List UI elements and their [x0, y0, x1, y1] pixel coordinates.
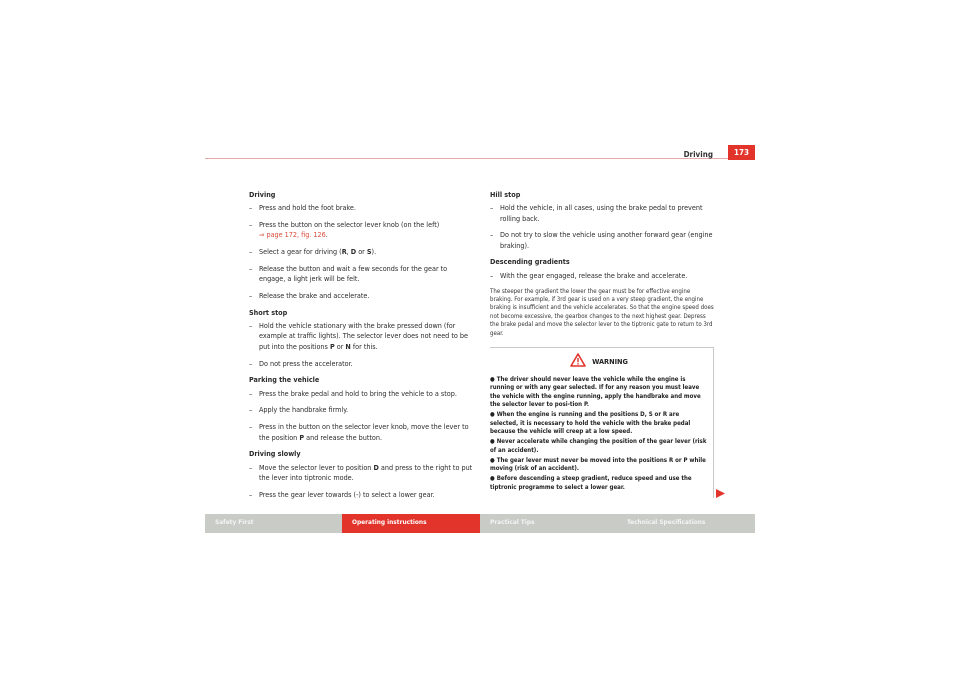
warning-triangle-icon [570, 353, 586, 371]
list-item: – Apply the handbrake firmly. [249, 405, 349, 415]
list-item: – Press the brake pedal and hold to bring the vehicle to a stop. [249, 388, 457, 398]
tab-safety-first[interactable]: Safety First [205, 514, 342, 533]
section-title: Driving [683, 150, 713, 159]
bullet-icon: ● [490, 411, 495, 419]
list-item: – Do not press the accelerator. [249, 358, 353, 368]
list-item: – Press the button on the selector lever knob (on the left) ⇒ page 172, fig. 126. [249, 220, 440, 240]
list-item: – Press the gear lever towards (-) to select a lower gear. [249, 489, 435, 499]
heading-parking: Parking the vehicle [249, 375, 320, 385]
warning-box [490, 347, 714, 498]
warning-item: ● The driver should never leave the vehicle while the engine is running or with any gear selected. If for any reason you must leave the vehicle with the engine running, apply the handbrake and move the selector lever to posi-tion P. [490, 375, 701, 409]
list-item: – Hold the vehicle stationary with the brake pressed down (for example at traffic lights). The selector lever does not need to be put into the positions P or N for this. [249, 321, 468, 351]
bullet-icon: ● [490, 438, 495, 446]
list-item: – With the gear engaged, release the brake and accelerate. [490, 270, 688, 280]
warning-item: ● When the engine is running and the positions D, S or R are selected, it is necessary to hold the vehicle with the brake pedal because the vehicle will creep at a low speed. [490, 411, 691, 436]
heading-driving-slowly: Driving slowly [249, 449, 301, 459]
page-number: 173 [728, 145, 755, 160]
list-item: – Move the selector lever to position D and press to the right to put the lever into tiptronic mode. [249, 462, 473, 482]
continue-arrow-icon [716, 483, 725, 502]
tab-operating-instructions[interactable]: Operating instructions [342, 514, 480, 533]
warning-item: ● Before descending a steep gradient, reduce speed and use the tiptronic programme to select a lower gear. [490, 475, 692, 491]
list-item: – Press in the button on the selector lever knob, move the lever to the position P and release the button. [249, 422, 469, 442]
warning-item: ● The gear lever must never be moved into the positions R or P while moving (risk of an accident). [490, 456, 706, 473]
list-item: – Release the button and wait a few seconds for the gear to engage, a light jerk will be felt. [249, 263, 448, 284]
right-column [490, 190, 714, 498]
left-column [249, 190, 475, 507]
heading-short-stop: Short stop [249, 307, 288, 317]
bullet-icon: ● [490, 475, 495, 483]
heading-descending: Descending gradients [490, 257, 570, 267]
list-item: – Do not try to slow the vehicle using another forward gear (engine braking). [490, 230, 713, 250]
warning-title: WARNING [592, 356, 628, 366]
list-item: – Press and hold the foot brake. [249, 203, 356, 213]
heading-driving: Driving [249, 190, 276, 199]
header-rule [205, 158, 755, 159]
tab-technical-specifications[interactable]: Technical Specifications [617, 514, 755, 533]
bullet-icon: ● [490, 375, 495, 383]
list-item: – Select a gear for driving (R, D or S). [249, 247, 377, 257]
tab-practical-tips[interactable]: Practical Tips [480, 514, 617, 533]
page-reference-link[interactable]: ⇒ page 172, fig. 126 [259, 230, 326, 240]
footer-nav [205, 514, 755, 533]
list-item: – Release the brake and accelerate. [249, 291, 370, 301]
warning-item: ● Never accelerate while changing the position of the gear lever (risk of an accident). [490, 438, 707, 454]
list-item: – Hold the vehicle, in all cases, using the brake pedal to prevent rolling back. [490, 203, 703, 223]
warning-header [490, 353, 708, 371]
heading-hill-stop: Hill stop [490, 190, 521, 199]
bullet-icon: ● [490, 456, 495, 464]
note-paragraph: The steeper the gradient the lower the gear must be for effective engine braking. For example, if 3rd gear is used on a very steep gradient, the engine braking is insufficient and the vehicle accelerates. So that the engine speed does not become excessive, the gearbox changes to the next highest gear. Depress the brake pedal and move the selector lever to the tiptronic gate to return to 3rd gear. [490, 287, 714, 337]
